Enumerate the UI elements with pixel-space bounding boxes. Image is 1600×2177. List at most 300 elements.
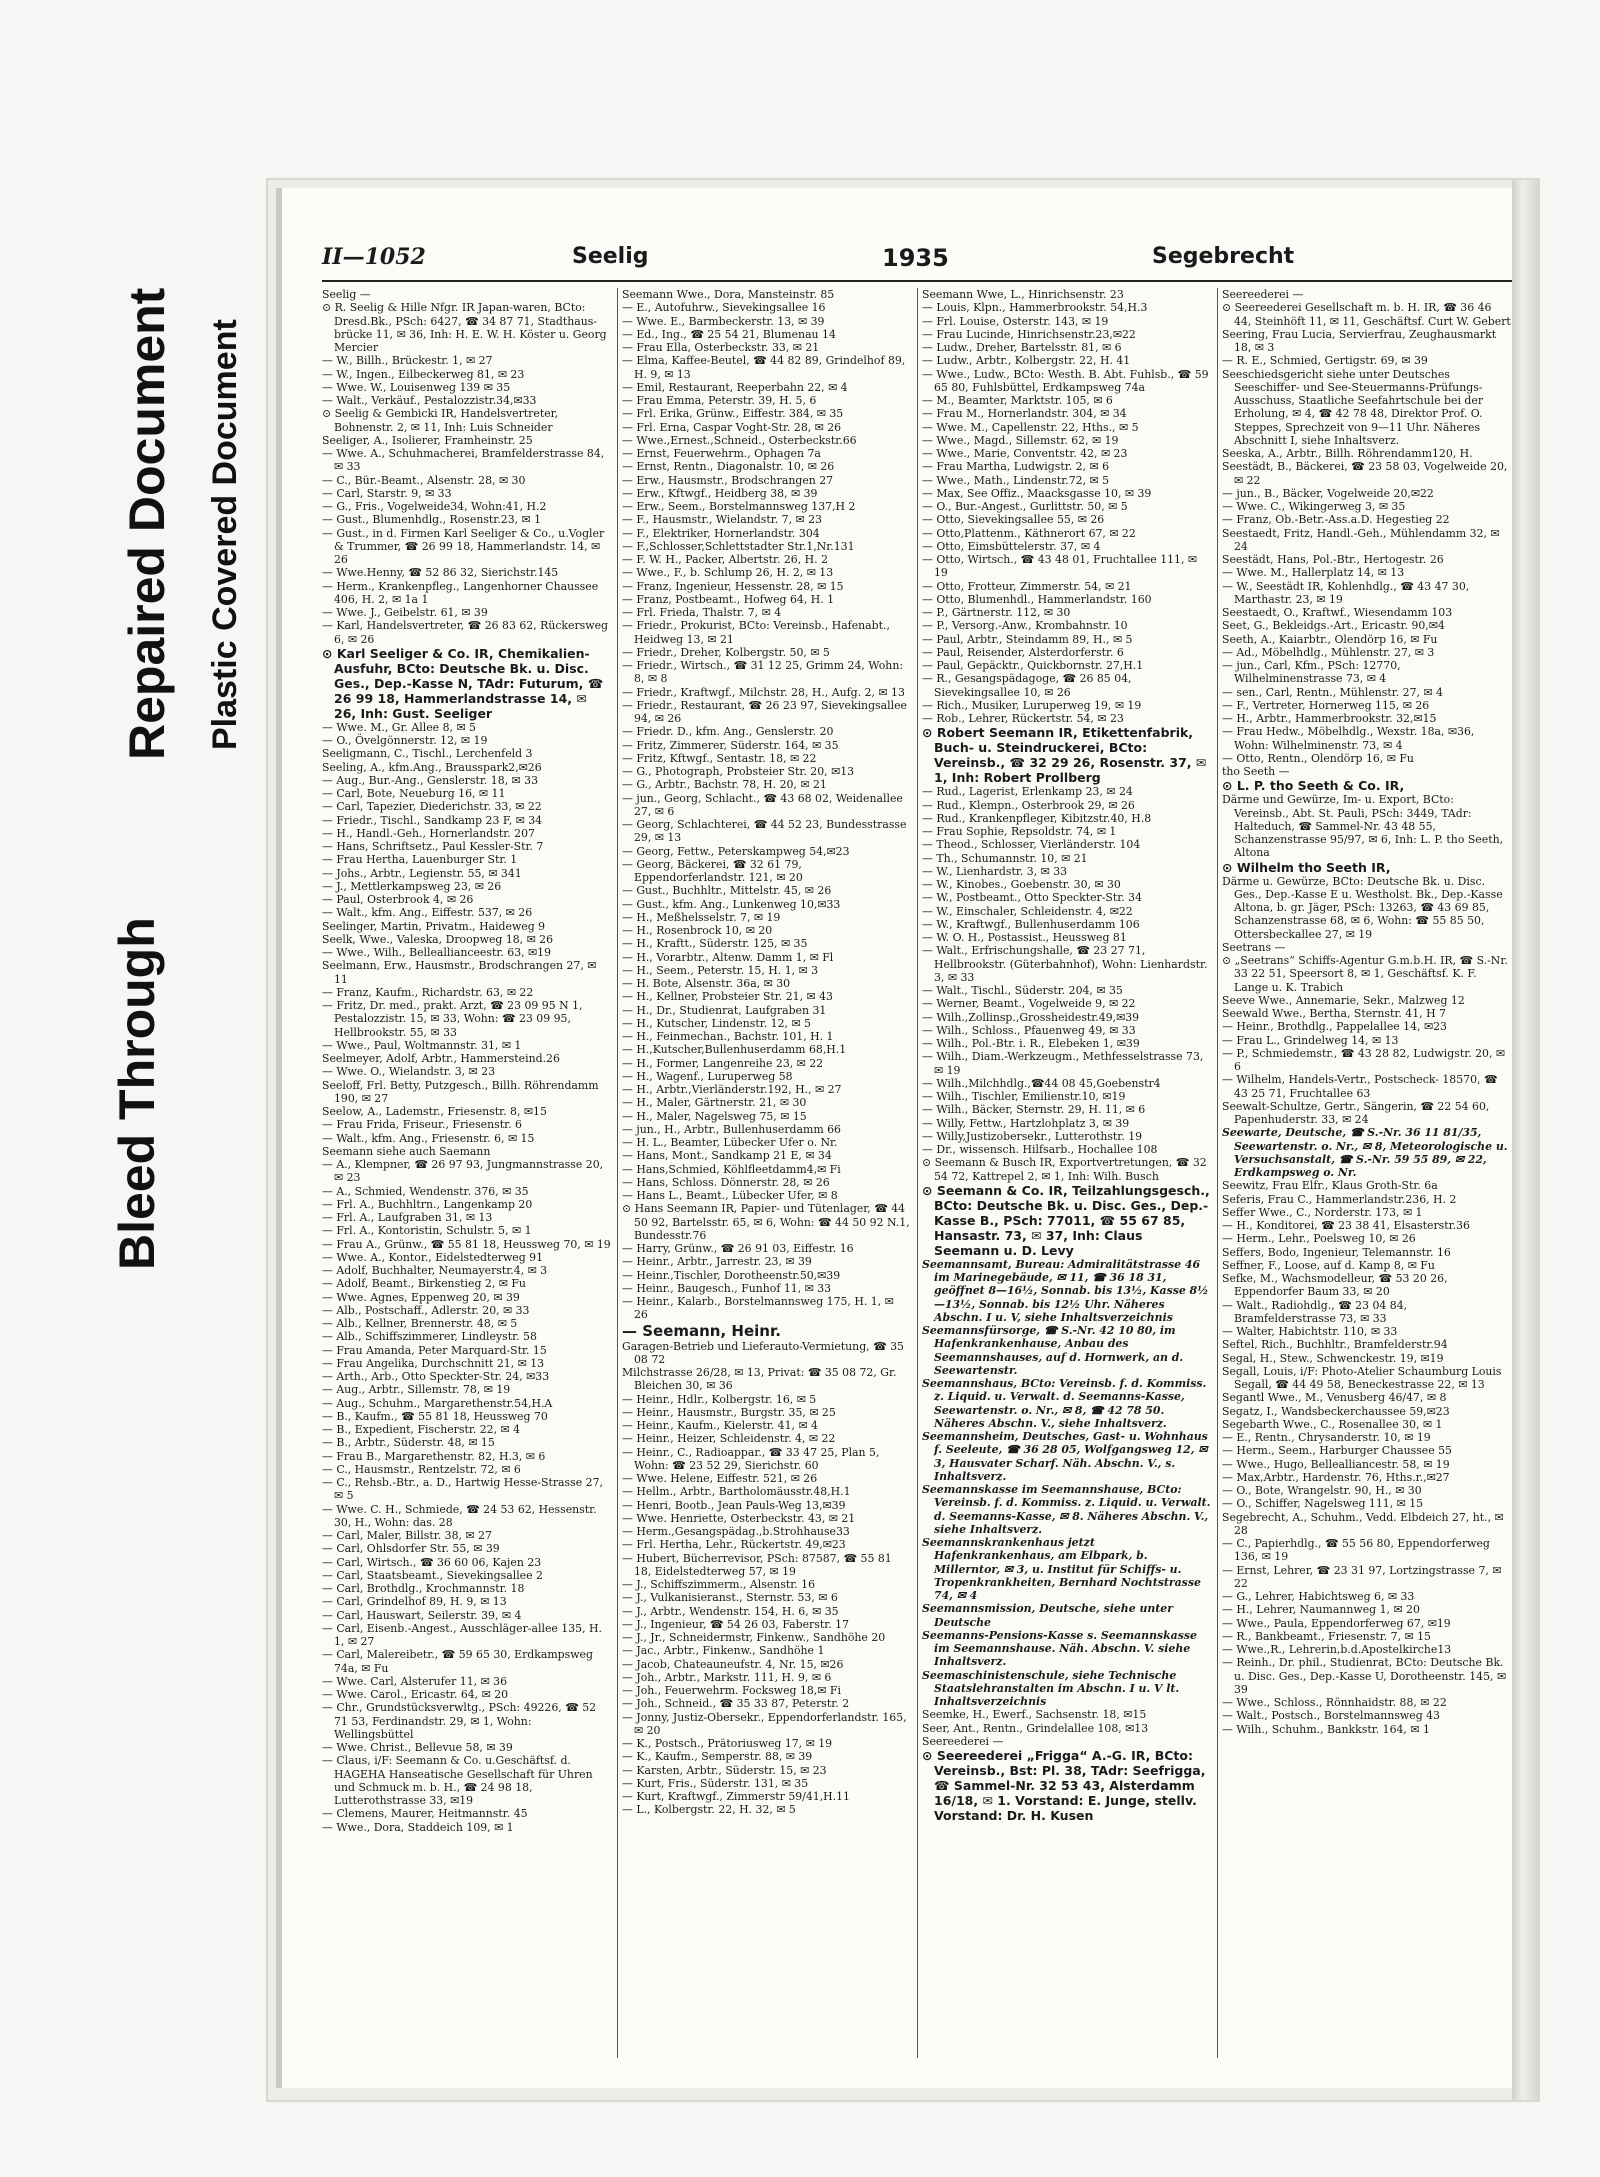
scanned-page <box>268 180 1538 2100</box>
directory-entry: Milchstrasse 26/28, ✉ 13, Privat: ☎ 35 08 72, Gr. Bleichen 30, ✉ 36 <box>622 1366 897 1393</box>
directory-entry: — H., Konditorei, ☎ 23 38 41, Elsasterstr.36 <box>1222 1219 1470 1232</box>
directory-entry: — Wwe., Magd., Sillemstr. 62, ✉ 19 <box>922 433 1119 447</box>
directory-entry: — K., Kaufm., Semperstr. 88, ✉ 39 <box>622 1750 813 1764</box>
directory-entry: tho Seeth — <box>1222 765 1290 778</box>
directory-entry: — Otto, Wirtsch., ☎ 43 48 01, Fruchtallee 111, ✉ 19 <box>922 553 1198 580</box>
directory-entry: — Frau Angelika, Durchschnitt 21, ✉ 13 <box>322 1356 545 1370</box>
directory-entry: — Erw., Kftwgf., Heidberg 38, ✉ 39 <box>622 486 818 500</box>
directory-entry: — jun., H., Arbtr., Bullenhuserdamm 66 <box>622 1122 841 1136</box>
directory-entry: — Wwe., Dora, Staddeich 109, ✉ 1 <box>322 1820 514 1834</box>
directory-entry: Seeligmann, C., Tischl., Lerchenfeld 3 <box>322 747 533 761</box>
directory-entry: — Th., Schumannstr. 10, ✉ 21 <box>922 851 1088 865</box>
directory-entry: — Wwe. Carl, Alsterufer 11, ✉ 36 <box>322 1674 508 1688</box>
directory-entry: — H., Maler, Nagelsweg 75, ✉ 15 <box>622 1109 807 1123</box>
directory-entry: — L., Kolbergstr. 22, H. 32, ✉ 5 <box>622 1803 796 1817</box>
directory-entry: — Wwe.,R., Lehrerin,b.d.Apostelkirche13 <box>1222 1643 1452 1656</box>
directory-entry: — H., Seem., Peterstr. 15, H. 1, ✉ 3 <box>622 963 819 977</box>
directory-entry: Seemannskrankenhaus jetzt Hafenkrankenhaus, am Elbpark, b. Millerntor, ✉ 3, u. Institut für Schiffs- u. Tropenkrankheiten, Bernhard Nochtstrasse 74, ✉ 4 <box>922 1536 1201 1602</box>
directory-entry: — Wilh., Bäcker, Sternstr. 29, H. 11, ✉ 6 <box>922 1103 1146 1117</box>
directory-entry: — Rud., Lagerist, Erlenkamp 23, ✉ 24 <box>922 785 1133 799</box>
directory-entry: — H., Former, Langenreihe 23, ✉ 22 <box>622 1056 824 1070</box>
directory-entry: — R. E., Schmied, Gertigstr. 69, ✉ 39 <box>1222 354 1428 368</box>
directory-entry: — M., Beamter, Marktstr. 105, ✉ 6 <box>922 394 1113 407</box>
directory-entry: — jun., B., Bäcker, Vogelweide 20,✉22 <box>1222 486 1434 500</box>
directory-entry: — Otto, Blumenhdl., Hammerlandstr. 160 <box>922 592 1152 606</box>
directory-entry: — Frau A., Grünw., ☎ 55 81 18, Heussweg 70, ✉ 19 <box>322 1237 611 1251</box>
directory-entry: — P., Gärtnerstr. 112, ✉ 30 <box>922 606 1071 619</box>
directory-entry: Segantl Wwe., M., Venusberg 46/47, ✉ 8 <box>1222 1391 1447 1405</box>
directory-entry: — Otto,Plattenm., Käthnerort 67, ✉ 22 <box>922 526 1136 540</box>
directory-entry: — H. L., Beamter, Lübecker Ufer o. Nr. <box>622 1136 838 1149</box>
directory-entry: — Heinr.,Tischler, Dorotheenstr.50,✉39 <box>622 1268 841 1282</box>
directory-entry: — jun., Georg, Schlacht., ☎ 43 68 02, Weidenallee 27, ✉ 6 <box>622 791 903 818</box>
directory-entry: — Dr., wissensch. Hilfsarb., Hochallee 108 <box>922 1143 1158 1156</box>
directory-entry: Seestädt, B., Bäckerei, ☎ 23 58 03, Vogelweide 20, ✉ 22 <box>1222 460 1508 487</box>
directory-entry: — Frl. Hertha, Lehr., Rückertstr. 49,✉23 <box>622 1538 846 1552</box>
directory-entry: — H., Feinmechan., Bachstr. 101, H. 1 <box>622 1030 834 1043</box>
directory-entry: — Fritz, Zimmerer, Süderstr. 164, ✉ 35 <box>622 738 839 752</box>
directory-entry: — K., Postsch., Prätoriusweg 17, ✉ 19 <box>622 1737 833 1750</box>
directory-entry: — H., Arbtr.,Vierländerstr.192, H., ✉ 27 <box>622 1083 842 1096</box>
directory-entry: — Paul, Gepäcktr., Quickbornstr. 27,H.1 <box>922 659 1144 672</box>
directory-entry: — F., Elektriker, Hornerlandstr. 304 <box>622 526 820 540</box>
directory-entry: — Frau M., Hornerlandstr. 304, ✉ 34 <box>922 407 1127 421</box>
directory-entry: — Chr., Grundstücksverwltg., PSch: 49226, ☎ 52 71 53, Ferdinandstr. 29, ✉ 1, Wohn: Wellingsbüttel <box>322 1701 597 1741</box>
directory-entry: — Erw., Hausmstr., Brodschrangen 27 <box>622 473 834 487</box>
directory-entry: Seewarte, Deutsche, ☎ S.-Nr. 36 11 81/35, Seewartenstr. o. Nr., ✉ 8, Meteorologische u. Versuchsanstalt, ☎ S.-Nr. 59 55 89, ✉ 22, Erdkampsweg o. Nr. <box>1222 1126 1508 1179</box>
directory-entry: — Gust., in d. Firmen Karl Seeliger & Co., u.Vogler & Trummer, ☎ 26 99 18, Hammerlandstr. 14, ✉ 26 <box>322 526 605 566</box>
directory-entry: — F., Hausmstr., Wielandstr. 7, ✉ 23 <box>622 513 822 527</box>
directory-entry: ⊙ L. P. tho Seeth & Co. IR, <box>1222 778 1405 794</box>
directory-entry: — Harry, Grünw., ☎ 26 91 03, Eiffestr. 16 <box>622 1242 854 1255</box>
directory-entry: — W., Billh., Brückestr. 1, ✉ 27 <box>322 354 493 368</box>
directory-entry: — Wwe., Schloss., Rönnhaidstr. 88, ✉ 22 <box>1222 1696 1447 1709</box>
directory-entry: — Hans, Schriftsetz., Paul Kessler-Str. 7 <box>322 840 544 853</box>
directory-entry: Seemanns-Pensions-Kasse s. Seemannskasse im Seemannshause. Näh. Abschn. V. siehe Inhaltsverz. <box>922 1628 1197 1669</box>
directory-entry: — Jac., Arbtr., Finkenw., Sandhöhe 1 <box>622 1644 825 1658</box>
directory-entry: — H., Dr., Studienrat, Laufgraben 31 <box>622 1003 827 1017</box>
directory-entry: — J., Mettlerkampsweg 23, ✉ 26 <box>322 879 502 893</box>
directory-entry: — Joh., Feuerwehrm. Focksweg 18,✉ Fi <box>622 1684 841 1697</box>
directory-entry: — O., Schiffer, Nagelsweg 111, ✉ 15 <box>1222 1497 1424 1511</box>
directory-entry: — Carl, Malereibetr., ☎ 59 65 30, Erdkampsweg 74a, ✉ Fu <box>322 1648 593 1675</box>
directory-entry: — Wwe. Carol., Ericastr. 64, ✉ 20 <box>322 1688 509 1701</box>
directory-entry: — Wwe., F., b. Schlump 26, H. 2, ✉ 13 <box>622 566 834 580</box>
page-number: II—1052 <box>322 244 426 270</box>
page-edge <box>1512 180 1538 2100</box>
directory-entry: — Theod., Schlosser, Vierländerstr. 104 <box>922 838 1141 852</box>
directory-entry: — W. O. H., Postassist., Heussweg 81 <box>922 931 1127 944</box>
directory-entry: — Carl, Starstr. 9, ✉ 33 <box>322 486 452 500</box>
directory-entry: — W., Postbeamt., Otto Speckter-Str. 34 <box>922 891 1143 905</box>
directory-entry: — O., Bote, Wrangelstr. 90, H., ✉ 30 <box>1222 1484 1422 1497</box>
directory-entry: — Georg, Fettw., Peterskampweg 54,✉23 <box>622 844 850 858</box>
directory-entry: — Joh., Arbtr., Markstr. 111, H. 9, ✉ 6 <box>622 1670 832 1684</box>
directory-entry: Seelow, A., Lademstr., Friesenstr. 8, ✉15 <box>322 1105 547 1118</box>
directory-entry: — G., Lehrer, Habichtsweg 6, ✉ 33 <box>1222 1590 1415 1603</box>
directory-entry: — Frl. A., Kontoristin, Schulstr. 5, ✉ 1 <box>322 1224 532 1238</box>
directory-entry: — Ludw., Arbtr., Kolbergstr. 22, H. 41 <box>922 354 1131 368</box>
directory-entry: — Claus, i/F: Seemann & Co. u.Geschäftsf. d. HAGEHA Hanseatische Gesellschaft für Uhren und Schmuck m. b. H., ☎ 24 98 18, Lutterothstrasse 33, ✉19 <box>322 1754 593 1807</box>
directory-entry: — Heinr., Brothdlg., Pappelallee 14, ✉23 <box>1222 1020 1447 1034</box>
directory-entry: — Herm., Seem., Harburger Chaussee 55 <box>1222 1444 1452 1458</box>
directory-entry: — Herm.,Gesangspädag.,b.Strohhause33 <box>622 1525 850 1538</box>
directory-entry: — Wilhelm, Handels-Vertr., Postscheck- 18570, ☎ 43 25 71, Fruchtallee 63 <box>1222 1073 1498 1100</box>
directory-entry: Seestaedt, O., Kraftwf., Wiesendamm 103 <box>1222 606 1453 619</box>
directory-entry: — Franz, Postbeamt., Hofweg 64, H. 1 <box>622 592 835 606</box>
directory-entry: — G., Fris., Vogelweide34, Wohn:41, H.2 <box>322 500 547 513</box>
directory-entry: — H., Kraftt., Süderstr. 125, ✉ 35 <box>622 937 808 951</box>
directory-entry: — H., Kellner, Probsteier Str. 21, ✉ 43 <box>622 990 833 1004</box>
directory-entry: — Rob., Lehrer, Rückertstr. 54, ✉ 23 <box>922 712 1124 725</box>
directory-entry: — Reinh., Dr. phil., Studienrat, BCto: Deutsche Bk. u. Disc. Ges., Dep.-Kasse U, Dorotheenstr. 145, ✉ 39 <box>1222 1656 1507 1696</box>
directory-entry: Seemaschinistenschule, siehe Technische Staatslehranstalten im Abschn. I u. V lt. Inhaltsverzeichnis <box>922 1668 1180 1708</box>
directory-column-3 <box>922 288 1211 2068</box>
directory-entry: — J., Vulkanisieranst., Sternstr. 53, ✉ 6 <box>622 1591 838 1605</box>
directory-entry: — Jacob, Chateauneufstr. 4, Nr. 15, ✉26 <box>622 1657 844 1671</box>
directory-entry: — Wwe. C. H., Schmiede, ☎ 24 53 62, Hessenstr. 30, H., Wohn: das. 28 <box>322 1502 597 1529</box>
directory-entry: — Wilh.,Milchhdlg.,☎44 08 45,Goebenstr4 <box>922 1076 1161 1090</box>
directory-entry: — H., Handl.-Geh., Hornerlandstr. 207 <box>322 826 535 840</box>
directory-entry: — Franz, Kaufm., Richardstr. 63, ✉ 22 <box>322 985 534 999</box>
directory-entry: Segal, H., Stew., Schwenckestr. 19, ✉19 <box>1222 1351 1444 1365</box>
directory-entry: — Heinr., Hausmstr., Burgstr. 35, ✉ 25 <box>622 1405 836 1419</box>
directory-entry: — Alb., Schiffszimmerer, Lindleystr. 58 <box>322 1330 537 1344</box>
directory-entry: Seelinger, Martin, Privatm., Haideweg 9 <box>322 919 546 933</box>
directory-entry: — Franz, Ob.-Betr.-Ass.a.D. Hegestieg 22 <box>1222 513 1450 527</box>
directory-entry: ⊙ Karl Seeliger & Co. IR, Chemikalien-Ausfuhr, BCto: Deutsche Bk. u. Disc. Ges., Dep.-Kasse N, TAdr: Futurum, ☎ 26 99 18, Hammerlandstrasse 14, ✉ 26, Inh: Gust. Seeliger <box>322 645 604 721</box>
directory-entry: Därme u. Gewürze, BCto: Deutsche Bk. u. Disc. Ges., Dep.-Kasse E u. Westholst. Bk., Dep.-Kasse Altona, b. gr. Jäger, PSch: 13263, ☎ 43 69 85, Schanzenstrasse 68, ✉ 6, Wohn: ☎ 55 85 50, Ottersbeckallee 27, ✉ 19 <box>1222 874 1503 941</box>
directory-entry: — Walt., Radiohdlg., ☎ 23 04 84, Bramfelderstrasse 73, ✉ 33 <box>1222 1298 1408 1325</box>
directory-entry: — Carl, Maler, Billstr. 38, ✉ 27 <box>322 1529 492 1542</box>
directory-entry: — Carl, Wirtsch., ☎ 36 60 06, Kajen 23 <box>322 1555 542 1569</box>
directory-entry: — A., Schmied, Wendenstr. 376, ✉ 35 <box>322 1184 529 1198</box>
directory-entry: — Aug., Arbtr., Sillemstr. 78, ✉ 19 <box>322 1383 511 1397</box>
directory-entry: Seetrans — <box>1222 940 1286 954</box>
directory-entry: Seereederei — <box>1222 288 1304 301</box>
directory-entry: — Ernst, Feuerwehrm., Ophagen 7a <box>622 447 821 460</box>
directory-entry: — Frau Frida, Friseur., Friesenstr. 6 <box>322 1118 522 1132</box>
directory-entry: Seer, Ant., Rentn., Grindelallee 108, ✉13 <box>922 1721 1149 1735</box>
directory-entry: — Hans,Schmied, Köhlfleetdamm4,✉ Fi <box>622 1162 841 1176</box>
directory-entry: Seeling, A., kfm.Ang., Brausspark2,✉26 <box>322 760 542 774</box>
directory-entry: — Wwe. A., Kontor., Eidelstedterweg 91 <box>322 1250 544 1264</box>
directory-entry: — C., Hausmstr., Rentzelstr. 72, ✉ 6 <box>322 1462 521 1476</box>
directory-entry: — C., Papierhdlg., ☎ 55 56 80, Eppendorferweg 136, ✉ 19 <box>1222 1537 1490 1564</box>
directory-entry: — Friedr., Tischl., Sandkamp 23 F, ✉ 34 <box>322 813 543 827</box>
directory-entry: — Carl, Bote, Neueburg 16, ✉ 11 <box>322 787 506 800</box>
directory-entry: — Wwe. M., Capellenstr. 22, Hths., ✉ 5 <box>922 420 1139 434</box>
directory-entry: — Paul, Arbtr., Steindamm 89, H., ✉ 5 <box>922 632 1133 646</box>
directory-entry: — H.,Kutscher,Bullenhuserdamm 68,H.1 <box>622 1043 847 1057</box>
directory-entry: Segatz, I., Wandsbeckerchaussee 59,✉23 <box>1222 1404 1450 1418</box>
directory-entry: — Wwe. C., Wikingerweg 3, ✉ 35 <box>1222 500 1406 513</box>
directory-entry: — Frau Amanda, Peter Marquard-Str. 15 <box>322 1343 547 1357</box>
directory-entry: — Ernst, Rentn., Diagonalstr. 10, ✉ 26 <box>622 460 835 474</box>
directory-entry: — Heinr., Heizer, Schleidenstr. 4, ✉ 22 <box>622 1432 836 1446</box>
directory-entry: — Gust., Buchhltr., Mittelstr. 45, ✉ 26 <box>622 884 832 898</box>
directory-entry: — Carl, Tapezier, Diederichstr. 33, ✉ 22 <box>322 800 542 814</box>
directory-entry: — Friedr., Wirtsch., ☎ 31 12 25, Grimm 24, Wohn: 8, ✉ 8 <box>622 659 904 686</box>
directory-entry: — Willy,Justizobersekr., Lutterothstr. 19 <box>922 1129 1143 1143</box>
directory-entry: — Wwe., Math., Lindenstr.72, ✉ 5 <box>922 473 1110 487</box>
side-labels <box>108 270 258 1270</box>
directory-entry: Segebrecht, A., Schuhm., Vedd. Elbdeich 27, ht., ✉ 28 <box>1222 1510 1504 1537</box>
directory-entry: — B., Kaufm., ☎ 55 81 18, Heussweg 70 <box>322 1409 548 1423</box>
directory-entry: — Frau Sophie, Repsoldstr. 74, ✉ 1 <box>922 825 1117 838</box>
directory-entry: — Clemens, Maurer, Heitmannstr. 45 <box>322 1807 528 1821</box>
directory-entry: — Fritz, Kftwgf., Sentastr. 18, ✉ 22 <box>622 751 817 765</box>
directory-entry: — Wwe. M., Hallerplatz 14, ✉ 13 <box>1222 566 1405 580</box>
directory-entry: Seemann Wwe, L., Hinrichsenstr. 23 <box>922 288 1124 301</box>
directory-entry: Seereederei — <box>922 1734 1004 1748</box>
directory-entry: — Franz, Ingenieur, Hessenstr. 28, ✉ 15 <box>622 579 844 593</box>
directory-entry: — W., Kraftwgf., Bullenhuserdamm 106 <box>922 917 1140 931</box>
directory-entry: Seffer Wwe., C., Norderstr. 173, ✉ 1 <box>1222 1205 1423 1219</box>
directory-entry: — E., Autofuhrw., Sievekingsallee 16 <box>622 301 826 315</box>
directory-entry: — Hubert, Bücherrevisor, PSch: 87587, ☎ 55 81 18, Eidelstedterweg 57, ✉ 19 <box>622 1551 892 1578</box>
directory-entry: — Frau L., Grindelweg 14, ✉ 13 <box>1222 1033 1399 1047</box>
directory-entry: ⊙ Seemann & Busch IR, Exportvertretungen, ☎ 32 54 72, Kattrepel 2, ✉ 1, Inh: Wilh. Busch <box>922 1156 1207 1183</box>
directory-entry: — B., Arbtr., Süderstr. 48, ✉ 15 <box>322 1436 495 1450</box>
directory-entry: — Friedr., Restaurant, ☎ 26 23 97, Sievekingsallee 94, ✉ 26 <box>622 698 907 725</box>
directory-entry: Seewitz, Frau Elfr., Klaus Groth-Str. 6a <box>1222 1179 1438 1193</box>
directory-entry: — Karl, Handelsvertreter, ☎ 26 83 62, Rückersweg 6, ✉ 26 <box>322 619 609 646</box>
directory-entry: — Frl. A., Buchhltrn., Langenkamp 20 <box>322 1197 533 1211</box>
directory-entry: — Wwe., Wilh., Belleallianceestr. 63, ✉19 <box>322 946 552 959</box>
directory-entry: Seelmann, Erw., Hausmstr., Brodschrangen 27, ✉ 11 <box>322 959 597 986</box>
directory-entry: — H. Bote, Alsenstr. 36a, ✉ 30 <box>622 977 791 990</box>
directory-entry: Seemannsheim, Deutsches, Gast- u. Wohnhaus f. Seeleute, ☎ 36 28 05, Wolfgangsweg 12, ✉ 3, Hausvater Scharf. Näh. Abschn. V., s. Inhaltsverz. <box>922 1430 1208 1483</box>
directory-entry: Seffner, F., Loose, auf d. Kamp 8, ✉ Fu <box>1222 1258 1435 1272</box>
directory-columns <box>322 288 1517 2068</box>
directory-entry: Segall, Louis, i/F: Photo-Atelier Schaumburg Louis Segall, ☎ 44 49 58, Beneckestrasse 22, ✉ 13 <box>1222 1364 1502 1391</box>
directory-entry: — sen., Carl, Rentn., Mühlenstr. 27, ✉ 4 <box>1222 685 1443 699</box>
directory-entry: Seemannsamt, Bureau: Admiralitätstrasse 46 im Marinegebäude, ✉ 11, ☎ 36 18 31, geöffnet 8—16½, Sonnab. bis 13½, Kasse 8½—13½, Sonnab. bis 12½ Uhr. Näheres Abschn. I u. V, siehe Inhaltsverzeichnis <box>922 1257 1209 1324</box>
directory-entry: — C., Bür.-Beamt., Alsenstr. 28, ✉ 30 <box>322 473 526 487</box>
directory-entry: — Rud., Klempn., Osterbrook 29, ✉ 26 <box>922 798 1135 812</box>
directory-entry: — Frau Martha, Ludwigstr. 2, ✉ 6 <box>922 460 1110 474</box>
directory-entry: — Ed., Ing., ☎ 25 54 21, Blumenau 14 <box>622 327 836 341</box>
directory-entry: — Aug., Bur.-Ang., Genslerstr. 18, ✉ 33 <box>322 773 538 787</box>
directory-entry: — Carl, Staatsbeamt., Sievekingsallee 2 <box>322 1568 543 1582</box>
directory-entry: — Heinr., Hdlr., Kolbergstr. 16, ✉ 5 <box>622 1392 817 1406</box>
directory-entry: — Hans, Mont., Sandkamp 21 E, ✉ 34 <box>622 1149 832 1163</box>
header-year: 1935 <box>882 244 949 272</box>
directory-entry: Seeth, A., Kaiarbtr., Olendörp 16, ✉ Fu <box>1222 632 1438 646</box>
directory-entry: — F.,Schlosser,Schlettstadter Str.1,Nr.131 <box>622 539 855 553</box>
directory-entry: — P., Schmiedemstr., ☎ 43 28 82, Ludwigstr. 20, ✉ 6 <box>1222 1046 1506 1073</box>
directory-entry: — Friedr., Kraftwgf., Milchstr. 28, H., Aufg. 2, ✉ 13 <box>622 685 905 699</box>
directory-entry: — Johs., Arbtr., Legienstr. 55, ✉ 341 <box>322 866 522 880</box>
directory-entry: — Heinr., Kalarb., Borstelmannsweg 175, H. 1, ✉ 26 <box>622 1295 894 1322</box>
directory-entry: Sefke, M., Wachsmodelleur, ☎ 53 20 26, Eppendorfer Baum 33, ✉ 20 <box>1222 1272 1448 1299</box>
directory-entry: — R., Gesangspädagoge, ☎ 26 85 04, Sievekingsallee 10, ✉ 26 <box>922 672 1132 699</box>
directory-entry: — Ernst, Lehrer, ☎ 23 31 97, Lortzingstrasse 7, ✉ 22 <box>1222 1563 1502 1590</box>
directory-entry: ⊙ Seereederei Gesellschaft m. b. H. IR, ☎ 36 46 44, Steinhöft 11, ✉ 11, Geschäftsf. Curt W. Gebert <box>1222 301 1511 328</box>
directory-entry: — Wwe. O., Wielandstr. 3, ✉ 23 <box>322 1065 495 1079</box>
directory-entry: — P., Versorg.-Anw., Krombahnstr. 10 <box>922 619 1128 633</box>
directory-entry: Seemannskasse im Seemannshause, BCto: Vereinsb. f. d. Kommiss. z. Liquid. u. Verwalt. d. Seemanns-Kasse, ✉ 8. Näheres Abschn. V., siehe Inhaltsverz. <box>922 1483 1211 1536</box>
directory-entry: — H., Lehrer, Naumannweg 1, ✉ 20 <box>1222 1603 1420 1617</box>
directory-entry: Seemke, H., Ewerf., Sachsenstr. 18, ✉15 <box>922 1708 1147 1722</box>
repaired-document-label: Repaired Document <box>119 287 175 760</box>
directory-entry: — C., Rehsb.-Btr., a. D., Hartwig Hesse-Strasse 27, ✉ 5 <box>322 1476 603 1503</box>
directory-entry: — Carl, Hauswart, Seilerstr. 39, ✉ 4 <box>322 1608 522 1622</box>
directory-entry: — Frl. Louise, Osterstr. 143, ✉ 19 <box>922 314 1109 328</box>
directory-entry: — Walt., Erfrischungshalle, ☎ 23 27 71, Hellbrookstr. (Güterbahnhof), Wohn: Lienhardstr. 3, ✉ 33 <box>922 944 1208 984</box>
directory-entry: — Wwe. W., Louisenweg 139 ✉ 35 <box>322 380 511 394</box>
directory-entry: — Frau Emma, Peterstr. 39, H. 5, 6 <box>622 394 817 407</box>
directory-entry: Seelk, Wwe., Valeska, Droopweg 18, ✉ 26 <box>322 932 554 946</box>
directory-entry: — Aug., Schuhm., Margarethenstr.54,H.A <box>322 1396 553 1410</box>
directory-entry: — Karsten, Arbtr., Süderstr. 15, ✉ 23 <box>622 1763 827 1777</box>
directory-entry: — Wwe. Henriette, Osterbeckstr. 43, ✉ 21 <box>622 1511 856 1525</box>
directory-entry: — Georg, Bäckerei, ☎ 32 61 79, Eppendorferlandstr. 121, ✉ 20 <box>622 857 803 884</box>
directory-entry: — J., Arbtr., Wendenstr. 154, H. 6, ✉ 35 <box>622 1604 839 1618</box>
directory-entry: — Werner, Beamt., Vogelweide 9, ✉ 22 <box>922 997 1136 1011</box>
directory-entry: — B., Expedient, Fischerstr. 22, ✉ 4 <box>322 1423 521 1436</box>
directory-entry: Seestaedt, Fritz, Handl.-Geh., Mühlendamm 32, ✉ 24 <box>1222 526 1500 553</box>
directory-entry: — Hans, Schloss. Dönnerstr. 28, ✉ 26 <box>622 1175 830 1189</box>
directory-entry: — Heinr., Kaufm., Kielerstr. 41, ✉ 4 <box>622 1419 818 1432</box>
directory-entry: — Otto, Sievekingsallee 55, ✉ 26 <box>922 513 1105 527</box>
directory-column-2 <box>622 288 911 2068</box>
directory-entry: — Wwe., Paul, Woltmannstr. 31, ✉ 1 <box>322 1038 522 1052</box>
directory-entry: — Wwe. Agnes, Eppenweg 20, ✉ 39 <box>322 1290 520 1304</box>
directory-entry: — Wwe. J., Geibelstr. 61, ✉ 39 <box>322 606 488 619</box>
directory-entry: — Wilh., Schuhm., Bankkstr. 164, ✉ 1 <box>1222 1722 1430 1736</box>
directory-entry: — H., Kutscher, Lindenstr. 12, ✉ 5 <box>622 1016 811 1030</box>
directory-entry: — Frau B., Margarethenstr. 82, H.3, ✉ 6 <box>322 1449 546 1463</box>
directory-entry: — Friedr. D., kfm. Ang., Genslerstr. 20 <box>622 725 834 739</box>
directory-entry: ⊙ Robert Seemann IR, Etikettenfabrik, Buch- u. Steindruckerei, BCto: Vereinsb., ☎ 32 29 26, Rosenstr. 37, ✉ 1, Inh: Robert Prollberg <box>922 725 1207 786</box>
bleed-through-label: Bleed Through <box>109 917 165 1270</box>
directory-entry: Segebarth Wwe., C., Rosenallee 30, ✉ 1 <box>1222 1417 1443 1431</box>
directory-entry: — Otto, Frotteur, Zimmerstr. 54, ✉ 21 <box>922 579 1132 593</box>
directory-entry: — Adolf, Buchhalter, Neumayerstr.4, ✉ 3 <box>322 1264 548 1277</box>
directory-entry: — G., Photograph, Probsteier Str. 20, ✉13 <box>622 765 855 778</box>
directory-entry: Seferis, Frau C., Hammerlandstr.236, H. 2 <box>1222 1192 1457 1206</box>
page-header <box>322 240 1517 282</box>
directory-entry: ⊙ Seereederei „Frigga“ A.-G. IR, BCto: Vereinsb., Bst: Pl. 38, TAdr: Seefrigga, ☎ Sammel-Nr. 32 53 43, Alsterdamm 16/18, ✉ 1. Vorstand: E. Junge, stellv. Vorstand: Dr. H. Kusen <box>922 1748 1206 1823</box>
header-last-word: Segebrecht <box>1152 244 1295 269</box>
directory-entry: — Friedr., Dreher, Kolbergstr. 50, ✉ 5 <box>622 645 830 659</box>
directory-entry: — Carl, Grindelhof 89, H. 9, ✉ 13 <box>322 1595 507 1609</box>
directory-entry: — Walt., kfm. Ang., Eiffestr. 537, ✉ 26 <box>322 906 533 920</box>
directory-entry: — Arth., Arb., Otto Speckter-Str. 24, ✉33 <box>322 1370 550 1383</box>
directory-entry: — Henri, Bootb., Jean Pauls-Weg 13,✉39 <box>622 1498 846 1512</box>
directory-entry: — R., Bankbeamt., Friesenstr. 7, ✉ 15 <box>1222 1629 1431 1643</box>
directory-entry: — J., Ingenieur, ☎ 54 26 03, Faberstr. 17 <box>622 1617 850 1631</box>
directory-entry: — Wilh., Pol.-Btr. i. R., Elebeken 1, ✉39 <box>922 1037 1140 1050</box>
directory-entry: — Fritz, Dr. med., prakt. Arzt, ☎ 23 09 95 N 1, Pestalozzistr. 15, ✉ 33, Wohn: ☎ 23 09 95, Hellbrookstr. 55, ✉ 33 <box>322 999 583 1039</box>
directory-entry: — Joh., Schneid., ☎ 35 33 87, Peterstr. 2 <box>622 1697 850 1711</box>
directory-entry: — jun., Carl, Kfm., PSch: 12770, Wilhelminenstrasse 73, ✉ 4 <box>1222 659 1401 686</box>
directory-entry: — Hans L., Beamt., Lübecker Ufer, ✉ 8 <box>622 1189 838 1202</box>
directory-entry: — Wwe. A., Schuhmacherei, Bramfelderstrasse 84, ✉ 33 <box>322 447 605 474</box>
directory-entry: — Ad., Möbelhdlg., Mühlenstr. 27, ✉ 3 <box>1222 645 1435 659</box>
directory-entry: — Rud., Krankenpfleger, Kibitzstr.40, H.8 <box>922 811 1152 825</box>
directory-entry: Seewalt-Schultze, Gertr., Sängerin, ☎ 22 54 60, Papenhuderstr. 33, ✉ 24 <box>1222 1099 1490 1126</box>
directory-entry: — Heinr., C., Radioappar., ☎ 33 47 25, Plan 5, Wohn: ☎ 23 52 29, Sierichstr. 60 <box>622 1445 880 1472</box>
directory-entry: — Gust., Blumenhdlg., Rosenstr.23, ✉ 1 <box>322 513 542 527</box>
directory-entry: — H., Arbtr., Hammerbrookstr. 32,✉15 <box>1222 712 1437 725</box>
directory-entry: — Frl. Frieda, Thalstr. 7, ✉ 4 <box>622 606 782 619</box>
directory-entry: ⊙ Wilhelm tho Seeth IR, <box>1222 859 1391 875</box>
directory-entry: Seemannsfürsorge, ☎ S.-Nr. 42 10 80, im Hafenkrankenhause, Anbau des Seemannshauses, auf d. Hornwerk, an d. Seewartenstr. <box>922 1324 1184 1377</box>
directory-entry: — Wwe., Hugo, Bellealliancestr. 58, ✉ 19 <box>1222 1457 1450 1471</box>
directory-entry: Garagen-Betrieb und Lieferauto-Vermietung, ☎ 35 08 72 <box>622 1339 904 1366</box>
directory-entry: Seemann siehe auch Saemann <box>322 1144 491 1158</box>
directory-entry: — Paul, Osterbrook 4, ✉ 26 <box>322 893 474 906</box>
directory-entry: — Herm., Lehr., Poelsweg 10, ✉ 26 <box>1222 1232 1416 1246</box>
directory-entry: — Louis, Klpn., Hammerbrookstr. 54,H.3 <box>922 301 1148 315</box>
directory-entry: Därme und Gewürze, Im- u. Export, BCto: Vereinsb., Abt. St. Pauli, PSch: 3449, TAdr: Halteduch, ☎ Sammel-Nr. 43 48 55, Schanzenstrasse 95/97, ✉ 6, Inh: L. P. tho Seeth, Altona <box>1222 793 1504 860</box>
directory-entry: — Wwe. M., Gr. Allee 8, ✉ 5 <box>322 720 476 734</box>
directory-entry: — W., Einschaler, Schleidenstr. 4, ✉22 <box>922 904 1133 918</box>
directory-entry: — Wwe., Ludw., BCto: Westh. B. Abt. Fuhlsb., ☎ 59 65 80, Fuhlsbüttel, Erdkampsweg 74a <box>922 367 1209 394</box>
directory-entry: — Hellm., Arbtr., Bartholomäusstr.48,H.1 <box>622 1485 851 1499</box>
directory-entry: — Alb., Postschaff., Adlerstr. 20, ✉ 33 <box>322 1303 530 1317</box>
directory-entry: Seemannshaus, BCto: Vereinsb. f. d. Kommiss. z. Liquid. u. Verwalt. d. Seemanns-Kasse, Seewartenstr. o. Nr., ✉ 8, ☎ 42 78 50. Näheres Abschn. V., siehe Inhaltsverz. <box>922 1377 1207 1430</box>
directory-entry: — Otto, Rentn., Olendörp 16, ✉ Fu <box>1222 751 1414 765</box>
directory-entry: — Walt., Verkäuf., Pestalozzistr.34,✉33 <box>322 394 537 407</box>
directory-entry: Seet, G., Bekleidgs.-Art., Ericastr. 90,✉4 <box>1222 619 1445 633</box>
page-sheet <box>276 188 1512 2088</box>
directory-entry: ⊙ Seelig & Gembicki IR, Handelsvertreter, Bohnenstr. 2, ✉ 11, Inh: Luis Schneider <box>322 407 559 434</box>
directory-entry: Seeloff, Frl. Betty, Putzgesch., Billh. Röhrendamm 190, ✉ 27 <box>322 1078 599 1105</box>
directory-entry: ⊙ R. Seelig & Hille Nfgr. IR Japan-waren, BCto: Dresd.Bk., PSch: 6427, ☎ 34 87 71, Stadthaus-brücke 11, ✉ 36, Inh: H. E. W. H. Köster u. Georg Mercier <box>322 301 607 354</box>
directory-entry: Seewald Wwe., Bertha, Sternstr. 41, H 7 <box>1222 1007 1446 1020</box>
directory-entry: — H., Maler, Gärtnerstr. 21, ✉ 30 <box>622 1096 807 1110</box>
directory-entry: — Max,Arbtr., Hardenstr. 76, Hths.r.,✉27 <box>1222 1470 1450 1484</box>
directory-entry: — Wilh., Schloss., Pfauenweg 49, ✉ 33 <box>922 1023 1136 1037</box>
directory-entry: — Adolf, Beamt., Birkenstieg 2, ✉ Fu <box>322 1277 526 1291</box>
directory-entry: — Frau Ella, Osterbeckstr. 33, ✉ 21 <box>622 341 820 354</box>
directory-entry: — Heinr., Arbtr., Jarrestr. 23, ✉ 39 <box>622 1255 812 1269</box>
directory-entry: — Walt., kfm. Ang., Friesenstr. 6, ✉ 15 <box>322 1131 535 1145</box>
directory-entry: — Wilh., Tischler, Emilienstr.10, ✉19 <box>922 1090 1126 1103</box>
directory-entry: — Friedr., Prokurist, BCto: Vereinsb., Hafenabt., Heidweg 13, ✉ 21 <box>622 619 890 646</box>
plastic-covered-label: Plastic Covered Document <box>206 319 244 750</box>
directory-entry: — F., Vertreter, Hornerweg 115, ✉ 26 <box>1222 698 1430 712</box>
directory-entry: — Gust., kfm. Ang., Lunkenweg 10,✉33 <box>622 897 841 911</box>
directory-entry: — Frau Hedw., Möbelhdlg., Wexstr. 18a, ✉36, Wohn: Wilhelminenstr. 73, ✉ 4 <box>1222 725 1475 752</box>
directory-entry: — Wilh.,Zollinsp.,Grossheidestr.49,✉39 <box>922 1010 1140 1024</box>
directory-entry: — Rich., Musiker, Luruperweg 19, ✉ 19 <box>922 698 1142 712</box>
directory-entry: ⊙ Seemann & Co. IR, Teilzahlungsgesch., BCto: Deutsche Bk. u. Disc. Ges., Dep.-Kasse B., PSch: 77011, ☎ 55 67 85, Hansastr. 73, ✉ 37, Inh: Claus Seemann u. D. Levy <box>922 1182 1210 1258</box>
directory-entry: — Otto, Eimsbüttelerstr. 37, ✉ 4 <box>922 539 1101 553</box>
directory-entry: — Wwe. Christ., Bellevue 58, ✉ 39 <box>322 1741 513 1754</box>
directory-entry: Seeliger, A., Isolierer, Framheinstr. 25 <box>322 433 533 447</box>
directory-entry: — Heinr., Baugesch., Funhof 11, ✉ 33 <box>622 1281 832 1295</box>
directory-entry: — J., Schiffszimmerm., Alsenstr. 16 <box>622 1578 816 1591</box>
directory-entry: — Emil, Restaurant, Reeperbahn 22, ✉ 4 <box>622 380 848 394</box>
directory-entry: — E., Rentn., Chrysanderstr. 10, ✉ 19 <box>1222 1431 1431 1444</box>
directory-entry: — W., Ingen., Eilbeckerweg 81, ✉ 23 <box>322 367 525 381</box>
directory-entry: — Alb., Kellner, Brennerstr. 48, ✉ 5 <box>322 1317 518 1330</box>
directory-entry: — Frl. Erna, Caspar Voght-Str. 28, ✉ 26 <box>622 420 842 434</box>
directory-entry: ⊙ Hans Seemann IR, Papier- und Tütenlager, ☎ 44 50 92, Bartelsstr. 65, ✉ 6, Wohn: ☎ 44 50 92 N.1, Bundesstr.76 <box>622 1202 910 1242</box>
directory-entry: — Carl, Ohlsdorfer Str. 55, ✉ 39 <box>322 1542 500 1556</box>
directory-entry: — H., Meßhelsselstr. 7, ✉ 19 <box>622 910 781 924</box>
directory-entry: Seftel, Rich., Buchhltr., Bramfelderstr.94 <box>1222 1338 1448 1352</box>
directory-entry: — Frl. A., Laufgraben 31, ✉ 13 <box>322 1211 493 1224</box>
directory-entry: — Wwe.,Ernest.,Schneid., Osterbeckstr.66 <box>622 433 857 447</box>
directory-entry: — H., Rosenbrock 10, ✉ 20 <box>622 924 773 937</box>
directory-entry: — Paul, Reisender, Alsterdorferstr. 6 <box>922 645 1124 659</box>
